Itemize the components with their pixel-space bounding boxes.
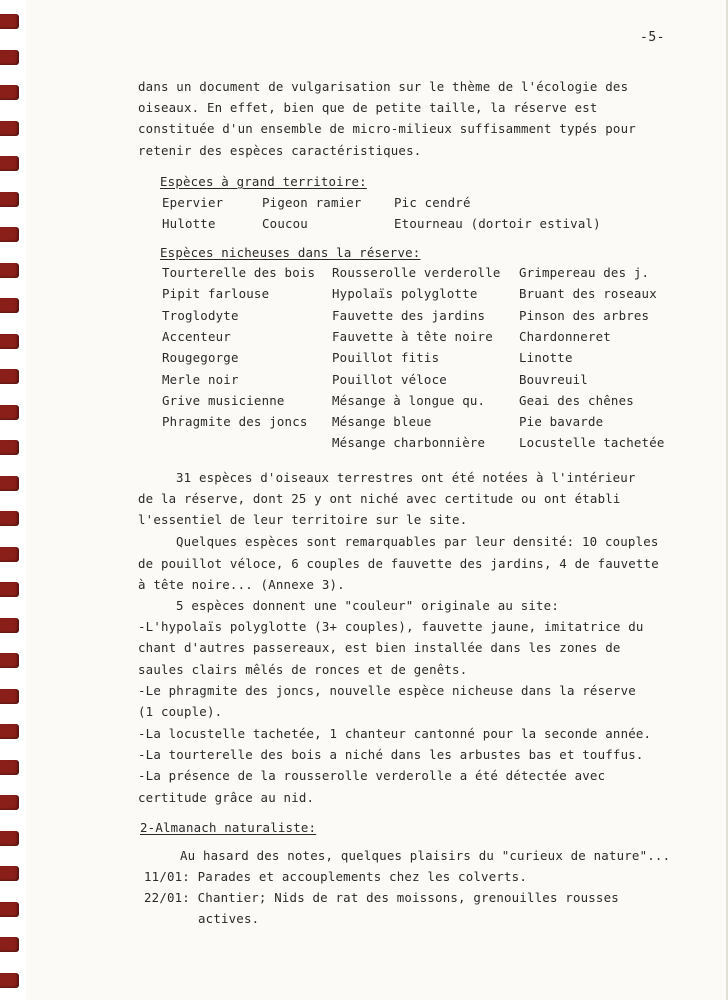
binding-hole [0, 547, 19, 562]
binding-hole [0, 760, 19, 775]
species-name: Pic cendré [394, 195, 471, 210]
body-line: -La locustelle tachetée, 1 chanteur cantonné pour la seconde année. [138, 726, 652, 741]
body-line: chant d'autres passereaux, est bien installée dans les zones de [138, 640, 621, 655]
species-name: Phragmite des joncs [162, 414, 308, 430]
binding-hole [0, 689, 19, 704]
species-name: Geai des chênes [519, 392, 634, 408]
binding-hole [0, 50, 19, 65]
body-line: certitude grâce au nid. [138, 790, 315, 805]
species-name: Rousserolle verderolle [332, 265, 501, 280]
species-name: Bruant des roseaux [519, 286, 657, 302]
species-name: Fauvette des jardins [332, 307, 486, 323]
binding-hole [0, 440, 19, 455]
species-name: Merle noir [162, 371, 239, 387]
species-name: Chardonneret [519, 328, 611, 344]
intro-line: retenir des espèces caractéristiques. [138, 143, 422, 158]
section-heading-nicheuses: Espèces nicheuses dans la réserve: [160, 245, 421, 260]
species-name: Pinson des arbres [519, 307, 650, 323]
species-name: Mésange bleue [332, 414, 432, 430]
binding-hole [0, 227, 19, 242]
species-name: Grimpereau des j. [519, 265, 650, 280]
binding-hole [0, 192, 19, 207]
binding-hole [0, 866, 19, 881]
species-name: Hulotte [162, 216, 216, 231]
binding-hole [0, 511, 19, 526]
binding-hole [0, 263, 19, 278]
species-name: Pigeon ramier [262, 195, 362, 210]
body-line: Quelques espèces sont remarquables par leur densité: 10 couples [176, 534, 659, 549]
almanach-entry: actives. [198, 911, 260, 926]
species-name: Pie bavarde [519, 414, 604, 430]
species-name: Troglodyte [162, 307, 239, 323]
comb-binding [0, 0, 26, 1000]
binding-hole [0, 405, 19, 420]
species-name: Epervier [162, 195, 224, 210]
species-name: Rougegorge [162, 350, 239, 366]
body-line: de pouillot véloce, 6 couples de fauvette des jardins, 4 de fauvette [138, 556, 659, 571]
body-line: 5 espèces donnent une "couleur" originale au site: [176, 598, 559, 613]
intro-line: dans un document de vulgarisation sur le thème de l'écologie des [138, 79, 629, 94]
section-heading-almanach: 2-Almanach naturaliste: [140, 820, 317, 835]
species-name: Pouillot véloce [332, 371, 447, 387]
body-line: de la réserve, dont 25 y ont niché avec certitude ou ont établi [138, 491, 621, 506]
species-name: Coucou [262, 216, 308, 231]
species-name: Tourterelle des bois [162, 265, 316, 280]
binding-hole [0, 582, 19, 597]
body-line: (1 couple). [138, 704, 223, 719]
body-line: -L'hypolaïs polyglotte (3+ couples), fauvette jaune, imitatrice du [138, 619, 644, 634]
species-name: Bouvreuil [519, 371, 588, 387]
binding-hole [0, 85, 19, 100]
body-line: l'essentiel de leur territoire sur le site. [138, 512, 468, 527]
species-name: Hypolaïs polyglotte [332, 286, 478, 302]
page-number: -5- [640, 30, 665, 45]
binding-hole [0, 937, 19, 952]
binding-hole [0, 369, 19, 384]
binding-hole [0, 831, 19, 846]
body-line: -Le phragmite des joncs, nouvelle espèce nicheuse dans la réserve [138, 683, 636, 698]
species-name: Locustelle tachetée [519, 435, 665, 451]
binding-hole [0, 653, 19, 668]
body-line: saules clairs mêlés de ronces et de genêts. [138, 662, 468, 677]
binding-hole [0, 334, 19, 349]
body-line: à tête noire... (Annexe 3). [138, 577, 345, 592]
body-line: -La présence de la rousserolle verderolle a été détectée avec [138, 768, 606, 783]
binding-hole [0, 618, 19, 633]
body-line: 31 espèces d'oiseaux terrestres ont été notées à l'intérieur [176, 470, 636, 485]
section-heading-grand-territoire: Espèces à grand territoire: [160, 174, 367, 189]
species-name: Accenteur [162, 328, 231, 344]
intro-line: constituée d'un ensemble de micro-milieux suffisamment typés pour [138, 121, 636, 136]
almanach-entry: 11/01: Parades et accouplements chez les colverts. [144, 869, 527, 884]
binding-hole [0, 476, 19, 491]
species-name: Grive musicienne [162, 392, 285, 408]
species-name: Mésange à longue qu. [332, 392, 486, 408]
almanach-entry: 22/01: Chantier; Nids de rat des moissons, grenouilles rousses [144, 890, 619, 905]
binding-hole [0, 973, 19, 988]
species-name: Pipit farlouse [162, 286, 270, 302]
binding-hole [0, 795, 19, 810]
binding-hole [0, 156, 19, 171]
binding-hole [0, 724, 19, 739]
body-line: -La tourterelle des bois a niché dans les arbustes bas et touffus. [138, 747, 644, 762]
almanach-intro: Au hasard des notes, quelques plaisirs du "curieux de nature"... [180, 848, 671, 863]
species-name: Pouillot fitis [332, 350, 440, 366]
intro-line: oiseaux. En effet, bien que de petite taille, la réserve est [138, 100, 598, 115]
species-name: Linotte [519, 350, 573, 366]
binding-hole [0, 14, 19, 29]
species-name: Etourneau (dortoir estival) [394, 216, 601, 231]
binding-hole [0, 121, 19, 136]
binding-hole [0, 902, 19, 917]
species-name: Mésange charbonnière [332, 435, 486, 451]
binding-hole [0, 298, 19, 313]
species-name: Fauvette à tête noire [332, 328, 493, 344]
